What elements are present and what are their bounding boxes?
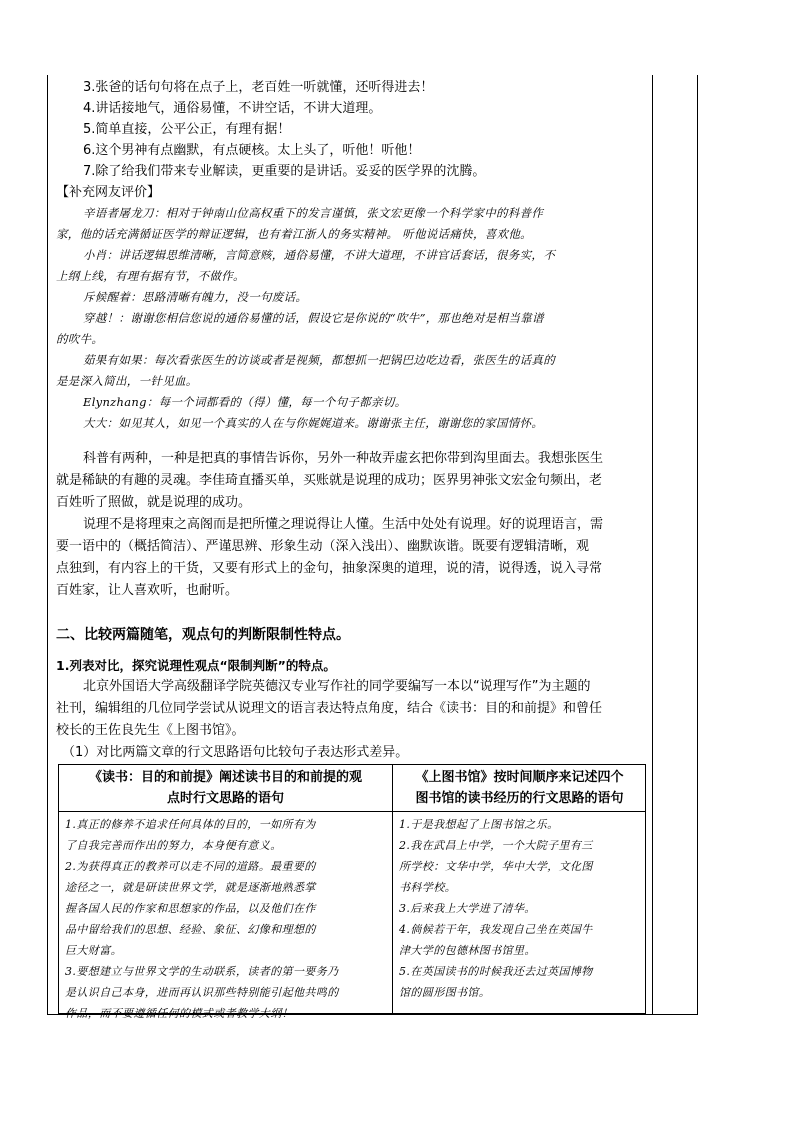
review-line: 穿越！：谢谢您相信您说的通俗易懂的话，假设它是你说的“吹牛”，那也绝对是相当靠谱	[83, 311, 544, 325]
paragraph-line: 就是稀缺的有趣的灵魂。李佳琦直播买单，买账就是说理的成功；医界男神张文宏金句频出，老	[56, 473, 603, 488]
left-column-header: 《读书：目的和前提》阐述读书目的和前提的观 点时行文思路的语句	[88, 770, 362, 806]
cell-line: 1.真正的修养不追求任何具体的目的，一如所有为	[65, 818, 316, 831]
question-one: （1）对比两篇文章的行文思路语句比较句子表达形式差异。	[62, 745, 409, 760]
paragraph-line: 百姓家，让人喜欢听，也耐听。	[56, 583, 239, 598]
paragraph-line: 北京外国语大学高级翻译学院英德汉专业写作社的同学要编写一本以“说理写作”为主题的	[83, 679, 591, 694]
cell-line: 了自我完善而作出的努力，本身便有意义。	[65, 839, 282, 852]
outer-table-column-divider	[652, 75, 653, 1015]
cell-line: 馆的圆形图书馆。	[399, 986, 491, 999]
cell-line: 5.在英国读书的时候我还去过英国博物	[399, 965, 593, 978]
supplement-heading: 【补充网友评价】	[56, 185, 161, 200]
context-paragraph	[56, 676, 646, 742]
review-line: 上纲上线，有理有据有节，不做作。	[56, 269, 245, 283]
cell-line: 2.我在武昌上中学，一个大院子里有三	[399, 839, 593, 852]
list-item: 3.张爸的话句句将在点子上，老百姓一听就懂，还听得进去！	[83, 80, 434, 95]
list-item: 7.除了给我们带来专业解读，更重要的是讲话。妥妥的医学界的沈腾。	[83, 164, 486, 179]
paragraph-line: 科普有两种，一种是把真的事情告诉你，另外一种故弄虚玄把你带到沟里面去。我想张医生	[83, 451, 604, 466]
cell-line: 品中留给我们的思想、经验、象征、幻像和理想的	[65, 923, 316, 936]
review-line: Elynzhang：每一个词都看的（得）懂，每一个句子都亲切。	[83, 395, 407, 409]
left-column-cell	[59, 812, 392, 1026]
review-line: 是是深入简出，一针见血。	[56, 374, 198, 388]
netizen-reviews	[56, 203, 646, 434]
review-line: 大大：如见其人，如见一个真实的人在与你娓娓道来。谢谢张主任，谢谢您的家国情怀。	[83, 416, 544, 430]
cell-line: 3.后来我上大学进了清华。	[399, 902, 536, 915]
review-line: 家，他的话充满循证医学的辩证逻辑，也有着江浙人的务实精神。 听他说话痛快，喜欢他。	[56, 227, 532, 241]
paragraph-line: 点独到，有内容上的干货，又要有形式上的金句，抽象深奥的道理，说的清，说得透，说入寻常	[56, 561, 603, 576]
cell-line: 津大学的包德林图书馆里。	[399, 944, 536, 957]
list-item: 5.简单直接，公平公正，有理有据！	[83, 122, 291, 137]
right-column-header: 《上图书馆》按时间顺序来记述四个 图书馆的读书经历的行文思路的语句	[415, 770, 624, 806]
review-line: 斥候醒着：思路清晰有魄力，没一句废话。	[83, 290, 308, 304]
review-line: 辛语者屠龙刀：相对于钟南山位高权重下的发言谨慎，张文宏更像一个科学家中的科普作	[83, 206, 544, 220]
paragraph-line: 说理不是将理束之高阁而是把所懂之理说得让人懂。生活中处处有说理。好的说理语言，需	[83, 517, 604, 532]
upper-list	[56, 77, 646, 182]
reasoning-paragraph	[56, 514, 646, 602]
paragraph-line: 校长的王佐良先生《上图书馆》。	[56, 723, 245, 738]
cell-line: 3.要想建立与世界文学的生动联系，读者的第一要务乃	[65, 965, 339, 978]
cell-line: 1.于是我想起了上图书馆之乐。	[399, 818, 559, 831]
subsection-title: 1.列表对比，探究说理性观点“限制判断”的特点。	[56, 658, 336, 673]
cell-line: 握各国人民的作家和思想家的作品，以及他们在作	[65, 902, 316, 915]
paragraph-line: 百姓听了照做，就是说理的成功。	[56, 495, 252, 510]
review-line: 的吹牛。	[56, 332, 104, 346]
cell-line: 2.为获得真正的教养可以走不同的道路。最重要的	[65, 860, 316, 873]
paragraph-line: 要一语中的（概括简洁）、严谨思辨、形象生动（深入浅出）、幽默诙谐。既要有逻辑清晰，观	[56, 539, 590, 554]
cell-line: 书科学校。	[399, 881, 456, 894]
cell-line: 作品，而不要遵循任何的模式或者教学大纲！	[65, 1007, 293, 1020]
cell-line: 4.倘候若干年，我发现自己坐在英国牛	[399, 923, 593, 936]
cell-line: 途径之一，就是研读世界文学，就是逐渐地熟悉掌	[65, 881, 316, 894]
list-item: 4.讲话接地气，通俗易懂，不讲空话，不讲大道理。	[83, 101, 382, 116]
science-paragraph	[56, 448, 646, 514]
review-line: 小肖：讲话逻辑思维清晰，言简意赅，通俗易懂，不讲大道理，不讲官话套话，很务实，不	[83, 248, 555, 262]
paragraph-line: 社刊，编辑组的几位同学尝试从说理文的语言表达特点角度，结合《读书：目的和前提》和曾任	[56, 701, 603, 716]
cell-line: 所学校：文华中学，华中大学，文化图	[399, 860, 593, 873]
list-item: 6.这个男神有点幽默，有点硬核。太上头了，听他！听他！	[83, 143, 421, 158]
right-column-cell	[393, 812, 646, 1005]
comparison-table	[58, 764, 646, 1020]
review-line: 茹果有如果：每次看张医生的访谈或者是视频，都想抓一把锅巴边吃边看，张医生的话真的	[83, 353, 555, 367]
main-content	[56, 77, 646, 764]
cell-line: 是认识自己本身，进而再认识那些特别能引起他共鸣的	[65, 986, 339, 999]
cell-line: 巨大财富。	[65, 944, 122, 957]
section-two-title: 二、比较两篇随笔，观点句的判断限制性特点。	[56, 627, 350, 643]
